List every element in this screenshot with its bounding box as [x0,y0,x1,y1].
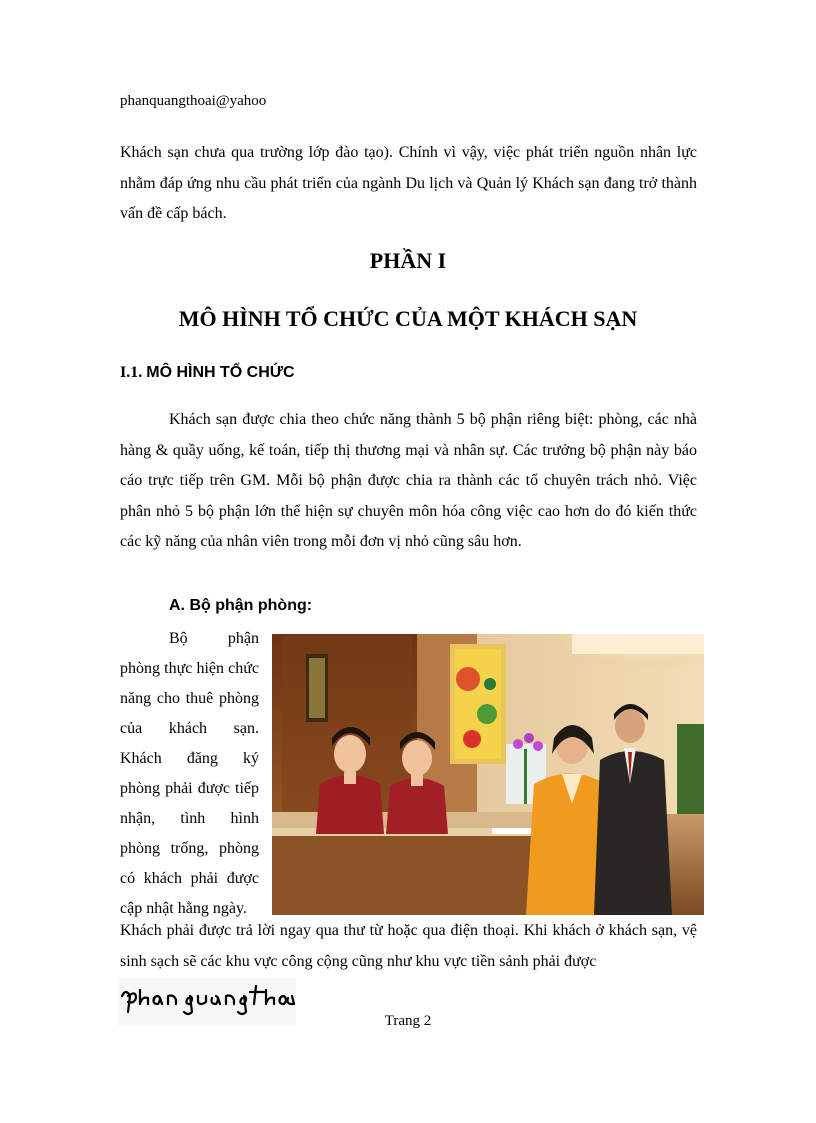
paragraph-continued: Khách phải được trả lời ngay qua thư từ hoặc qua điện thoại. Khi khách ở khách sạn, vệ sinh sạch sẽ các khu vực công cộng cũng như khu vực tiền sảnh phải được [120,922,697,970]
subsection-title: A. Bộ phận phòng: [169,597,313,614]
paragraph-departments: Khách sạn được chia theo chức năng thành 5 bộ phận riêng biệt: phòng, các nhà hàng & quầy uống, kế toán, tiếp thị thương mại và nhân sự. Các trưởng bộ phận này báo cáo trực tiếp trên GM. Mỗi bộ phận được chia ra thành các tổ chuyên trách nhỏ. Việc phân nhỏ 5 bộ phận lớn thể hiện sự chuyên môn hóa công việc cao hơn do đó kiến thức các kỹ năng của nhân viên trong mỗi đơn vị nhỏ cũng sâu hơn. [120,411,697,550]
section-number: I.1. [120,364,143,381]
main-title: MÔ HÌNH TỔ CHỨC CỦA MỘT KHÁCH SẠN [178,306,638,331]
page-number: Trang 2 [384,1013,432,1029]
paragraph-intro: Khách sạn chưa qua trường lớp đào tạo). Chính vì vậy, việc phát triển nguồn nhân lực nhằm đáp ứng nhu cầu phát triển của ngành Du lịch và Quản lý Khách sạn đang trở thành vấn đề cấp bách. [120,144,697,222]
header-email: phanquangthoai@yahoo [120,93,267,109]
section-title: MÔ HÌNH TỔ CHỨC [146,364,295,381]
section-heading [120,364,295,382]
hotel-reception-photo [272,634,704,915]
part-title: PHẦN I [369,248,447,273]
paragraph-room-department: Bộ phận phòng thực hiện chức năng cho thuê phòng của khách sạn. Khách đăng ký phòng phải được tiếp nhận, tình hình phòng trống, phòng có khách phải được cập nhật hằng ngày. [120,630,259,917]
